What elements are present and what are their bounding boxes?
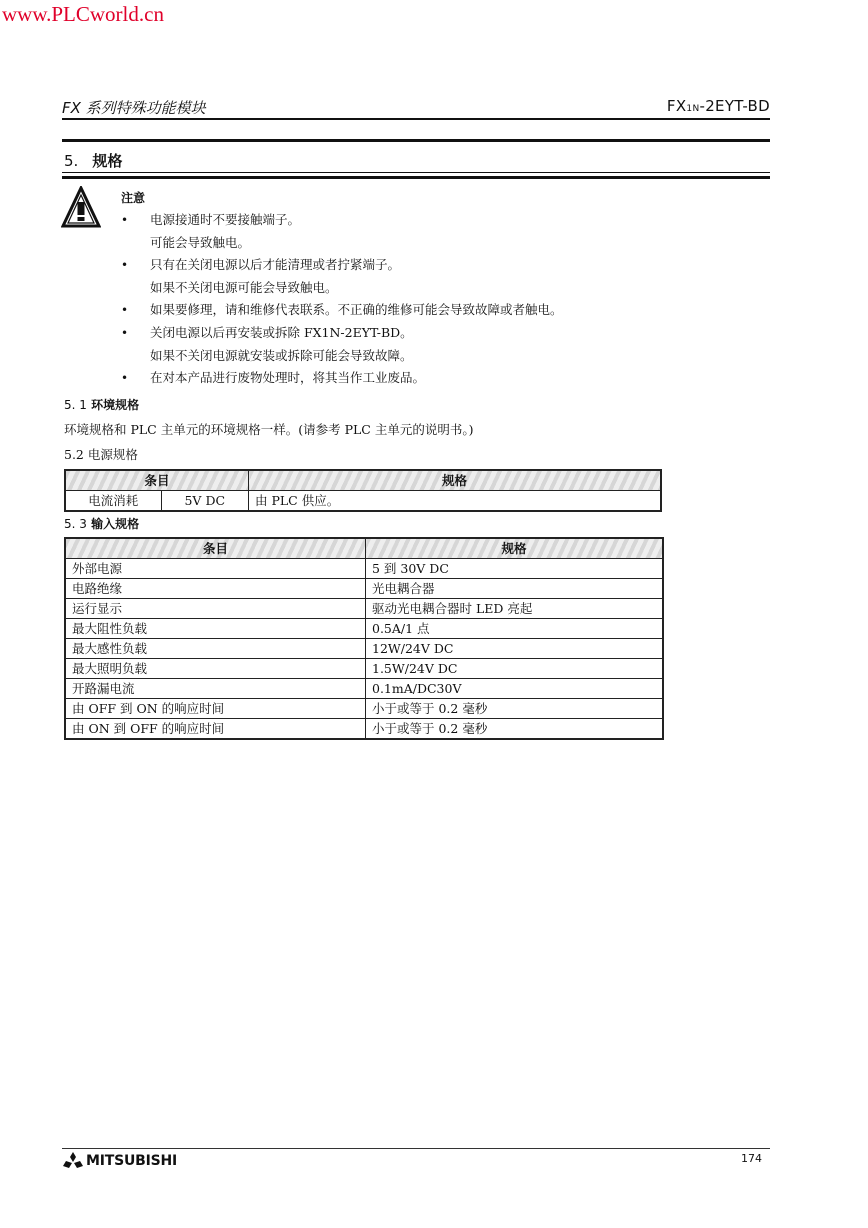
section-rule-top (62, 139, 770, 142)
section-title (64, 150, 122, 171)
bullet-icon: • (121, 325, 129, 340)
warning-line: 可能会导致触电。 (150, 234, 251, 250)
warning-line: 在对本产品进行废物处理时，将其当作工业废品。 (150, 370, 426, 386)
warning-item (121, 299, 741, 322)
page-number: 174 (741, 1152, 762, 1165)
table-cell-spec: 驱动光电耦合器时 LED 亮起 (366, 599, 664, 619)
table-row (65, 659, 663, 679)
table-row (65, 719, 663, 740)
brand-name: MITSUBISHI (86, 1153, 178, 1169)
mitsubishi-logo (62, 1152, 177, 1170)
section-title-text: 规格 (92, 152, 123, 170)
env-heading (64, 396, 139, 413)
header-model-suffix: -2EYT-BD (699, 97, 770, 115)
input-title: 输入规格 (91, 517, 140, 531)
table-cell-item: 最大感性负载 (65, 639, 366, 659)
footer-rule (62, 1148, 770, 1149)
table-cell-spec: 由 PLC 供应。 (249, 491, 662, 512)
table-cell-item: 电路绝缘 (65, 579, 366, 599)
header-model-sub: 1N (686, 104, 700, 114)
table-cell-spec: 0.1mA/DC30V (366, 679, 664, 699)
table-cell-item: 最大照明负载 (65, 659, 366, 679)
input-number: 5. 3 (64, 517, 87, 531)
section-number: 5. (64, 152, 79, 170)
table-header-item: 条目 (65, 538, 366, 559)
input-heading (64, 515, 139, 532)
power-heading: 5.2 电源规格 (64, 447, 138, 462)
warning-line: 如果要修理，请和维修代表联系。不正确的维修可能会导致故障或者触电。 (150, 302, 563, 318)
table-header-row (65, 538, 663, 559)
warning-line: 关闭电源以后再安装或拆除 FX1N-2EYT-BD。 (150, 324, 413, 340)
table-header-row (65, 470, 661, 491)
power-spec-table (64, 469, 662, 512)
table-row (65, 619, 663, 639)
warning-list (121, 209, 741, 390)
warning-icon (61, 186, 101, 230)
table-cell-item: 电流消耗 (65, 491, 161, 512)
env-number: 5. 1 (64, 398, 87, 412)
section-rule-thin (62, 172, 770, 173)
warning-line: 电源接通时不要接触端子。 (150, 212, 301, 227)
env-text: 环境规格和 PLC 主单元的环境规格一样。(请参考 PLC 主单元的说明书。) (64, 422, 474, 437)
table-cell-item: 由 ON 到 OFF 的响应时间 (65, 719, 366, 740)
warning-item (121, 367, 741, 390)
table-row (65, 599, 663, 619)
table-cell-item: 由 OFF 到 ON 的响应时间 (65, 699, 366, 719)
notice-title: 注意 (121, 191, 146, 205)
warning-item (121, 254, 741, 299)
table-row (65, 679, 663, 699)
mitsubishi-diamonds-icon (62, 1152, 84, 1170)
watermark: www.PLCworld.cn (2, 2, 164, 26)
table-row (65, 699, 663, 719)
table-cell-spec: 0.5A/1 点 (366, 619, 664, 639)
warning-line: 只有在关闭电源以后才能清理或者拧紧端子。 (150, 257, 401, 273)
table-cell-spec: 12W/24V DC (366, 639, 664, 659)
table-row (65, 491, 661, 512)
table-cell-spec: 光电耦合器 (366, 579, 664, 599)
table-row (65, 559, 663, 579)
warning-item (121, 209, 741, 254)
table-header-item: 条目 (65, 470, 249, 491)
header-title: FX 系列特殊功能模块 (62, 99, 206, 117)
env-title: 环境规格 (91, 398, 140, 412)
table-cell-value: 5V DC (161, 491, 248, 512)
warning-line: 如果不关闭电源就安装或拆除可能会导致故障。 (150, 347, 413, 363)
table-header-spec: 规格 (366, 538, 664, 559)
table-cell-spec: 1.5W/24V DC (366, 659, 664, 679)
table-cell-item: 开路漏电流 (65, 679, 366, 699)
header-model (667, 97, 770, 115)
table-row (65, 639, 663, 659)
bullet-icon: • (121, 371, 129, 386)
warning-line: 如果不关闭电源可能会导致触电。 (150, 279, 338, 295)
table-cell-spec: 小于或等于 0.2 毫秒 (366, 719, 664, 740)
table-cell-item: 外部电源 (65, 559, 366, 579)
section-rule-bottom (62, 176, 770, 179)
table-row (65, 579, 663, 599)
table-cell-spec: 小于或等于 0.2 毫秒 (366, 699, 664, 719)
header-rule (62, 118, 770, 120)
bullet-icon: • (121, 213, 129, 227)
table-header-spec: 规格 (249, 470, 662, 491)
table-cell-item: 最大阻性负载 (65, 619, 366, 639)
header-model-prefix: FX (666, 97, 687, 115)
bullet-icon: • (121, 303, 129, 318)
table-cell-spec: 5 到 30V DC (366, 559, 664, 579)
bullet-icon: • (121, 258, 129, 273)
table-cell-item: 运行显示 (65, 599, 366, 619)
input-spec-table (64, 537, 664, 740)
warning-item (121, 322, 741, 367)
